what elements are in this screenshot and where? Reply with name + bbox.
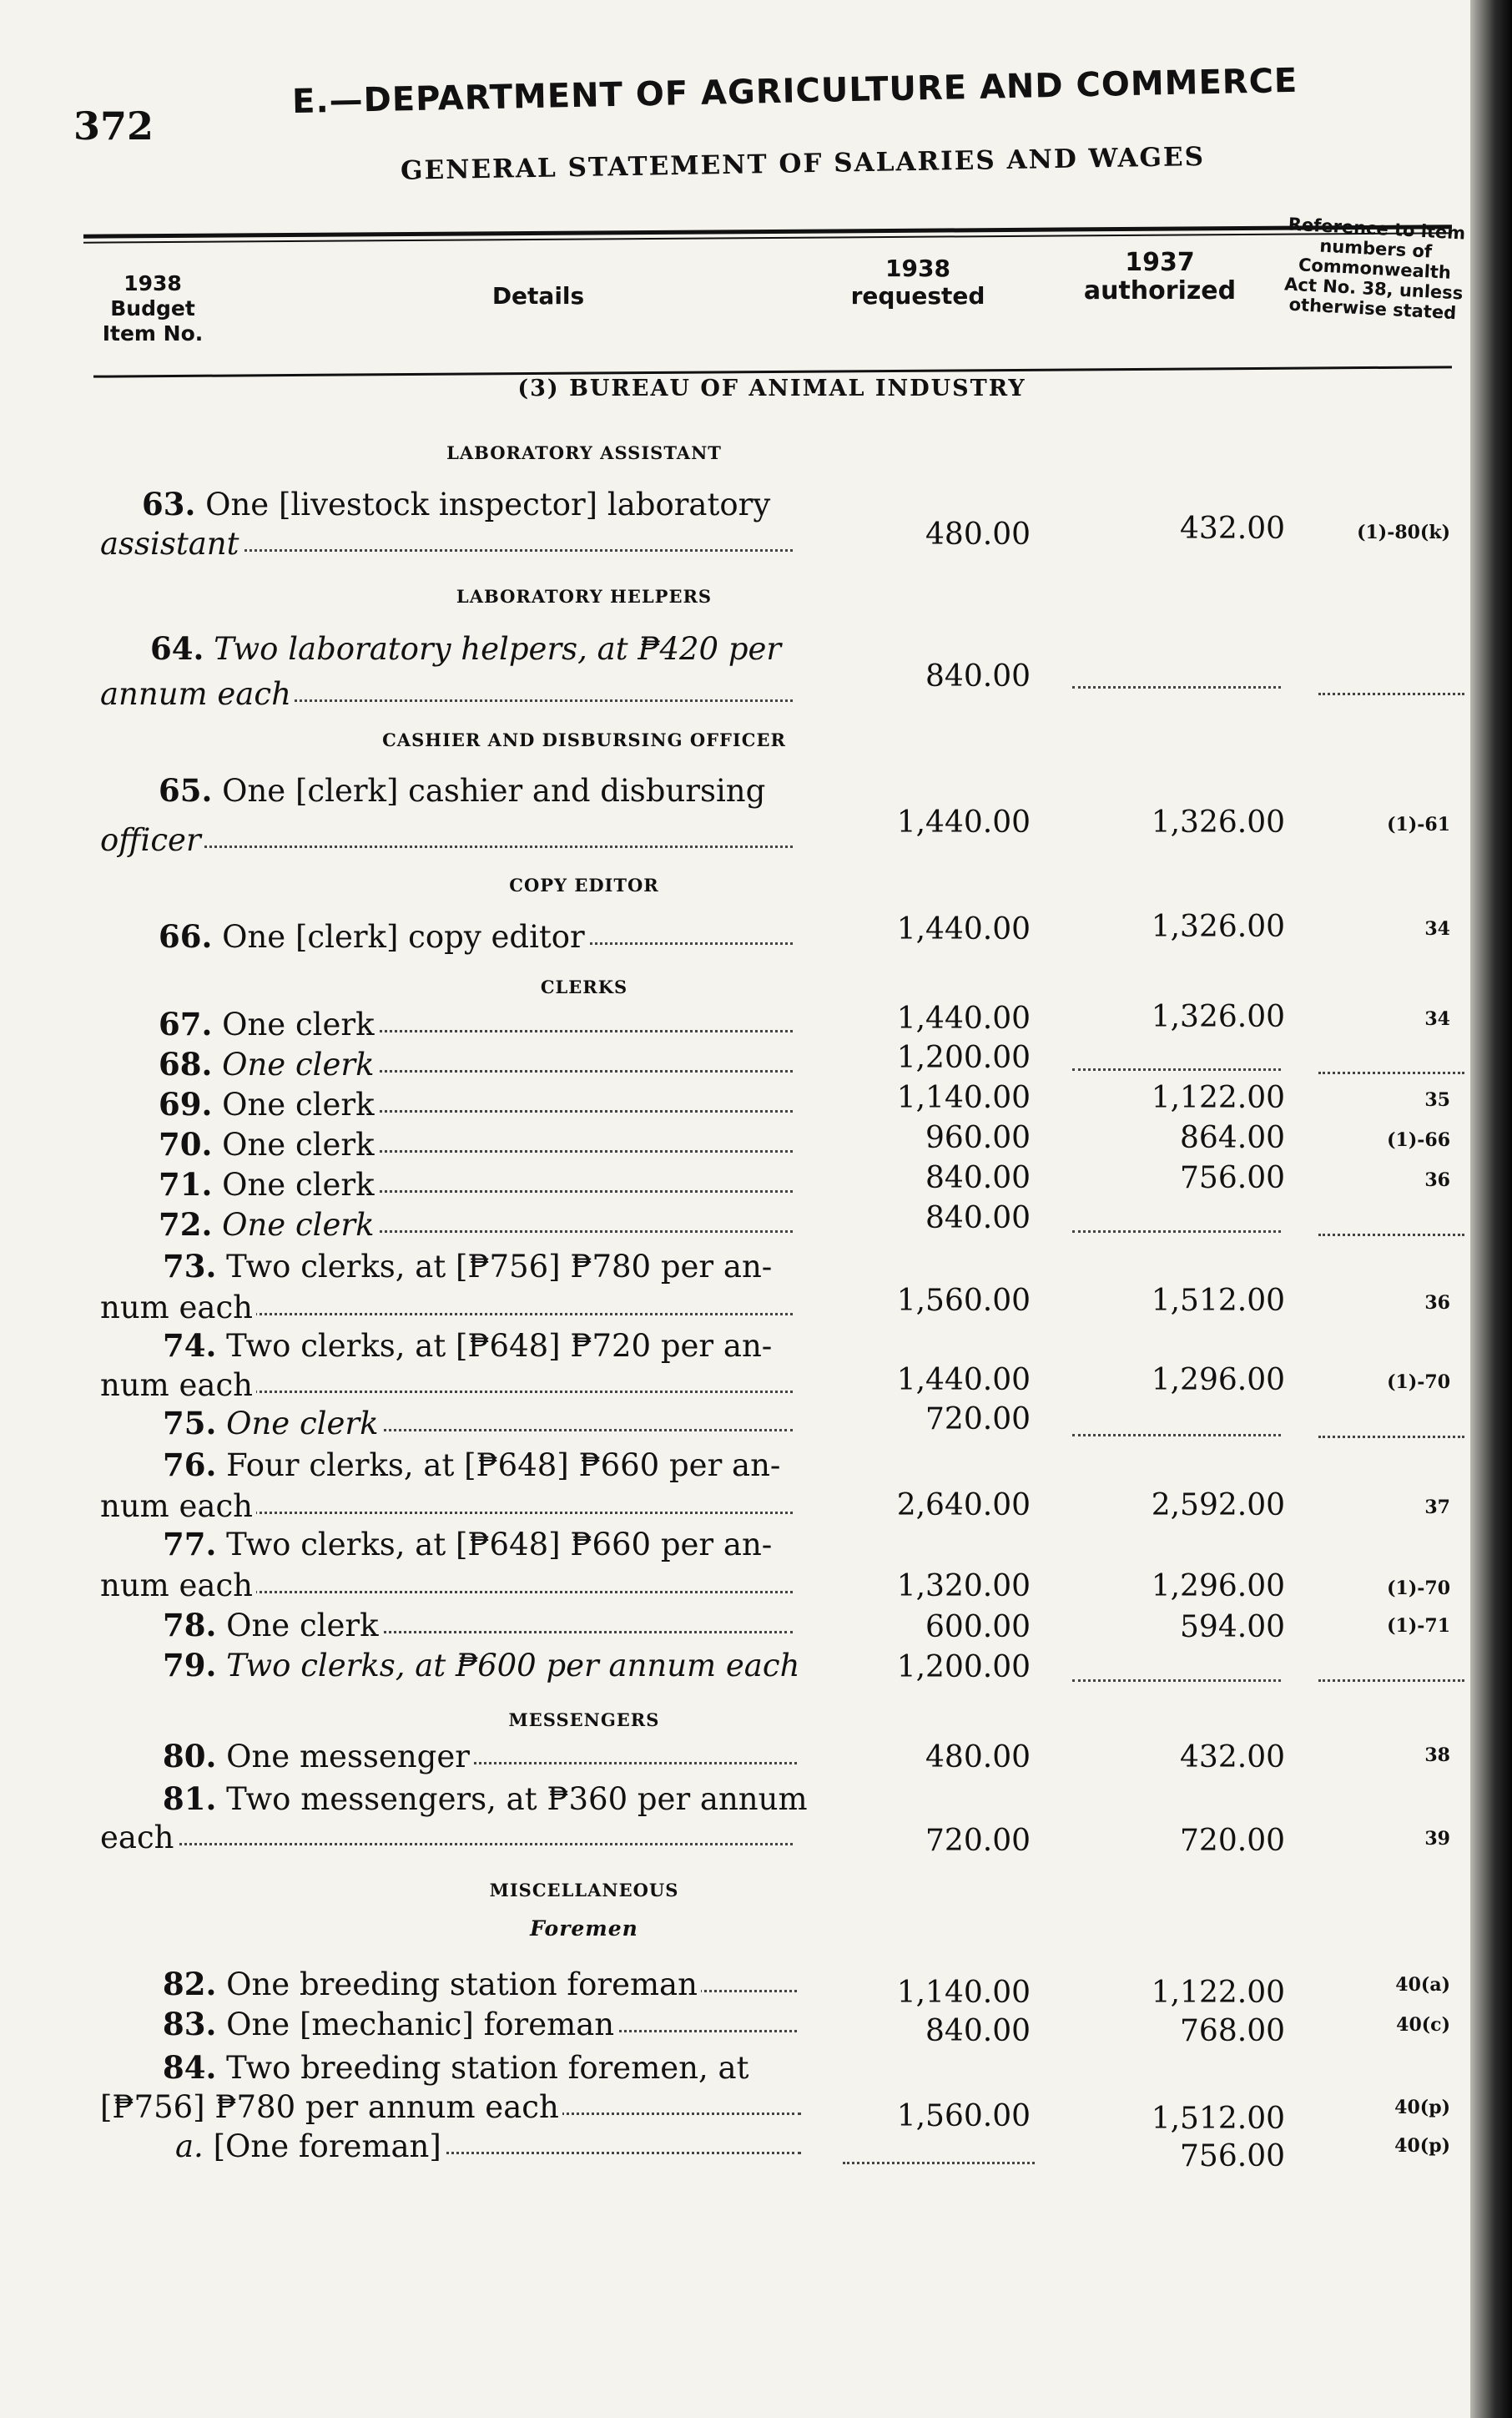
- item-72-requested: 840.00: [925, 1201, 1031, 1235]
- item-a-line: [175, 2128, 801, 2164]
- item-71-authorized: 756.00: [1180, 1161, 1285, 1195]
- section-cashier: CASHIER AND DISBURSING OFFICER: [382, 729, 786, 750]
- item-73-line1: [163, 1248, 864, 1285]
- item-a-letter: a.: [175, 2128, 204, 2164]
- item-80-authorized: 432.00: [1180, 1740, 1285, 1774]
- department-title: E.—DEPARTMENT OF AGRICULTURE AND COMMERCE: [291, 61, 1298, 122]
- item-74-desc-cont: num each: [100, 1367, 256, 1403]
- item-73-desc-cont: num each: [100, 1290, 256, 1325]
- item-79-desc: Two clerks, at ₱600 per annum each: [226, 1648, 800, 1684]
- item-74-authorized: 1,296.00: [1151, 1363, 1285, 1397]
- item-78-number: 78.: [163, 1607, 217, 1643]
- item-84-reference: 40(p): [1394, 2097, 1450, 2118]
- item-71-requested: 840.00: [925, 1161, 1031, 1195]
- item-65-authorized: 1,326.00: [1151, 805, 1285, 840]
- item-82-authorized: 1,122.00: [1151, 1976, 1285, 2010]
- item-67-authorized: 1,326.00: [1151, 1000, 1285, 1034]
- item-77-desc-cont: num each: [100, 1567, 256, 1603]
- item-80-reference: 38: [1424, 1744, 1450, 1766]
- item-67-line: [159, 1006, 793, 1042]
- item-64-line1: [150, 630, 851, 667]
- item-72-reference-blank: [1318, 1234, 1464, 1236]
- item-65-line1: [159, 772, 859, 809]
- item-73-authorized: 1,512.00: [1151, 1284, 1285, 1318]
- item-69-number: 69.: [159, 1086, 213, 1123]
- item-84-desc-cont: [₱756] ₱780 per annum each: [100, 2089, 562, 2125]
- item-72-desc: One clerk: [222, 1207, 375, 1243]
- item-a-desc: [One foreman]: [213, 2128, 441, 2164]
- item-77-line1: [163, 1526, 864, 1562]
- item-76-requested: 2,640.00: [896, 1488, 1031, 1522]
- item-76-authorized: 2,592.00: [1151, 1488, 1285, 1522]
- item-75-number: 75.: [163, 1405, 217, 1441]
- item-84-desc: Two breeding station foremen, at: [226, 2050, 749, 2086]
- item-80-line: [163, 1738, 797, 1774]
- item-81-desc: Two messengers, at ₱360 per annum: [226, 1781, 808, 1817]
- item-77-requested: 1,320.00: [896, 1569, 1031, 1603]
- item-71-number: 71.: [159, 1166, 213, 1203]
- item-78-authorized: 594.00: [1180, 1610, 1285, 1644]
- section-messengers: MESSENGERS: [508, 1709, 660, 1730]
- col-header-details: Details: [491, 282, 585, 310]
- item-83-line: [163, 2006, 797, 2042]
- item-79-number: 79.: [163, 1647, 217, 1684]
- item-65-reference: (1)-61: [1387, 814, 1450, 835]
- item-66-reference: 34: [1424, 918, 1450, 940]
- item-75-reference-blank: [1318, 1436, 1464, 1438]
- item-68-reference-blank: [1318, 1072, 1464, 1074]
- subsection-foremen: Foremen: [530, 1916, 638, 1941]
- item-63-desc: One [livestock inspector] laboratory: [205, 487, 771, 522]
- item-64-line2: [100, 676, 793, 712]
- item-a-requested-blank: [843, 2162, 1035, 2164]
- item-68-authorized-blank: [1072, 1068, 1281, 1071]
- item-79-reference-blank: [1318, 1679, 1464, 1682]
- item-80-requested: 480.00: [925, 1740, 1031, 1774]
- col-header-budget-item: 1938 Budget Item No.: [102, 271, 204, 346]
- item-63-line2: [100, 526, 793, 562]
- item-76-desc: Four clerks, at [₱648] ₱660 per an-: [226, 1447, 781, 1483]
- item-79-line: [163, 1647, 814, 1684]
- item-69-requested: 1,140.00: [896, 1081, 1031, 1115]
- section-copy-editor: COPY EDITOR: [509, 875, 659, 896]
- item-74-line1: [163, 1327, 864, 1364]
- item-a-reference: 40(p): [1394, 2135, 1450, 2157]
- item-82-requested: 1,140.00: [896, 1976, 1031, 2010]
- item-81-line2: [100, 1820, 793, 1855]
- item-76-reference: 37: [1424, 1497, 1450, 1518]
- item-67-number: 67.: [159, 1006, 213, 1042]
- item-84-number: 84.: [163, 2049, 217, 2086]
- item-77-line2: [100, 1567, 793, 1603]
- statement-title: GENERAL STATEMENT OF SALARIES AND WAGES: [400, 141, 1206, 186]
- item-68-number: 68.: [159, 1046, 213, 1083]
- item-73-desc: Two clerks, at [₱756] ₱780 per an-: [226, 1249, 773, 1285]
- item-77-reference: (1)-70: [1387, 1578, 1450, 1599]
- item-63-number: 63.: [142, 486, 196, 522]
- item-72-authorized-blank: [1072, 1230, 1281, 1233]
- item-72-number: 72.: [159, 1206, 213, 1243]
- item-64-reference-blank: [1318, 693, 1464, 695]
- item-70-requested: 960.00: [925, 1121, 1031, 1155]
- item-66-requested: 1,440.00: [896, 912, 1031, 947]
- item-a-authorized: 756.00: [1180, 2139, 1285, 2173]
- item-70-number: 70.: [159, 1126, 213, 1163]
- item-74-number: 74.: [163, 1327, 217, 1364]
- item-64-number: 64.: [150, 630, 204, 667]
- item-69-desc: One clerk: [222, 1087, 375, 1123]
- section-miscellaneous: MISCELLANEOUS: [489, 1880, 679, 1901]
- item-68-desc: One clerk: [222, 1047, 375, 1083]
- item-77-number: 77.: [163, 1526, 217, 1562]
- item-83-authorized: 768.00: [1180, 2014, 1285, 2048]
- item-64-requested: 840.00: [925, 659, 1031, 694]
- section-clerks: CLERKS: [540, 977, 628, 997]
- item-74-requested: 1,440.00: [896, 1363, 1031, 1397]
- item-67-reference: 34: [1424, 1008, 1450, 1030]
- item-65-line2: [100, 822, 793, 858]
- col-header-requested: 1938 requested: [850, 255, 985, 310]
- section-laboratory-assistant: LABORATORY ASSISTANT: [446, 442, 722, 463]
- item-74-line2: [100, 1367, 793, 1403]
- item-66-desc: One [clerk] copy editor: [222, 919, 585, 955]
- item-70-line: [159, 1126, 793, 1163]
- item-70-desc: One clerk: [222, 1127, 375, 1163]
- item-76-number: 76.: [163, 1446, 217, 1483]
- item-77-authorized: 1,296.00: [1151, 1569, 1285, 1603]
- item-78-desc: One clerk: [226, 1608, 379, 1643]
- item-83-number: 83.: [163, 2006, 217, 2042]
- col-header-reference: Reference to item numbers of Commonwealth Act No. 38, unless otherwise stated: [1283, 214, 1466, 324]
- item-81-line1: [163, 1780, 814, 1817]
- item-84-line1: [163, 2049, 814, 2086]
- item-66-number: 66.: [159, 918, 213, 955]
- item-76-line2: [100, 1488, 793, 1524]
- item-81-reference: 39: [1424, 1828, 1450, 1850]
- item-82-line: [163, 1966, 797, 2002]
- item-73-requested: 1,560.00: [896, 1284, 1031, 1318]
- item-65-number: 65.: [159, 772, 213, 809]
- item-71-line: [159, 1166, 793, 1203]
- item-75-requested: 720.00: [925, 1402, 1031, 1436]
- item-67-desc: One clerk: [222, 1007, 375, 1042]
- item-63-desc-cont: assistant: [100, 526, 239, 562]
- bureau-heading: (3) BUREAU OF ANIMAL INDUSTRY: [517, 376, 1026, 401]
- item-75-line: [163, 1405, 793, 1441]
- item-75-authorized-blank: [1072, 1434, 1281, 1436]
- item-71-reference: 36: [1424, 1169, 1450, 1191]
- item-78-requested: 600.00: [925, 1610, 1031, 1644]
- item-70-authorized: 864.00: [1180, 1121, 1285, 1155]
- item-82-desc: One breeding station foreman: [226, 1966, 698, 2002]
- item-76-desc-cont: num each: [100, 1488, 256, 1524]
- item-63-reference: (1)-80(k): [1357, 522, 1450, 543]
- item-64-desc-cont: annum each: [100, 676, 291, 712]
- item-71-desc: One clerk: [222, 1167, 375, 1203]
- item-75-desc: One clerk: [226, 1406, 379, 1441]
- item-64-authorized-blank: [1072, 686, 1281, 689]
- item-84-line2: [100, 2089, 801, 2125]
- item-68-line: [159, 1046, 793, 1083]
- item-63-authorized: 432.00: [1180, 512, 1285, 546]
- item-84-authorized: 1,512.00: [1151, 2102, 1285, 2136]
- item-65-desc-cont: officer: [100, 822, 201, 858]
- item-81-desc-cont: each: [100, 1820, 178, 1855]
- item-78-reference: (1)-71: [1387, 1615, 1450, 1637]
- item-73-line2: [100, 1290, 793, 1325]
- item-80-desc: One messenger: [226, 1739, 470, 1774]
- item-70-reference: (1)-66: [1387, 1129, 1450, 1151]
- item-76-line1: [163, 1446, 864, 1483]
- item-83-requested: 840.00: [925, 2014, 1031, 2048]
- item-84-requested: 1,560.00: [896, 2099, 1031, 2133]
- item-82-number: 82.: [163, 1966, 217, 2002]
- item-80-number: 80.: [163, 1738, 217, 1774]
- item-69-reference: 35: [1424, 1089, 1450, 1111]
- item-81-requested: 720.00: [925, 1824, 1031, 1858]
- item-66-line: [159, 918, 793, 955]
- item-81-authorized: 720.00: [1180, 1824, 1285, 1858]
- page-number: 372: [73, 103, 154, 149]
- item-68-requested: 1,200.00: [896, 1041, 1031, 1075]
- item-83-reference: 40(c): [1396, 2014, 1450, 2036]
- item-73-number: 73.: [163, 1248, 217, 1285]
- item-82-reference: 40(a): [1395, 1974, 1450, 1996]
- item-67-requested: 1,440.00: [896, 1002, 1031, 1036]
- item-65-requested: 1,440.00: [896, 805, 1031, 840]
- item-74-reference: (1)-70: [1387, 1371, 1450, 1393]
- section-laboratory-helpers: LABORATORY HELPERS: [456, 586, 713, 607]
- item-69-line: [159, 1086, 793, 1123]
- item-77-desc: Two clerks, at [₱648] ₱660 per an-: [226, 1527, 773, 1562]
- item-79-requested: 1,200.00: [896, 1650, 1031, 1684]
- item-78-line: [163, 1607, 793, 1643]
- item-72-line: [159, 1206, 793, 1243]
- book-spine-shadow: [1470, 0, 1512, 2418]
- item-74-desc: Two clerks, at [₱648] ₱720 per an-: [226, 1328, 773, 1364]
- item-81-number: 81.: [163, 1780, 217, 1817]
- item-66-authorized: 1,326.00: [1151, 910, 1285, 944]
- col-header-authorized: 1937 authorized: [1083, 248, 1237, 305]
- item-64-desc: Two laboratory helpers, at ₱420 per: [214, 631, 782, 667]
- item-73-reference: 36: [1424, 1292, 1450, 1314]
- item-69-authorized: 1,122.00: [1151, 1081, 1285, 1115]
- item-63-requested: 480.00: [925, 517, 1031, 552]
- item-83-desc: One [mechanic] foreman: [226, 2007, 615, 2042]
- item-79-authorized-blank: [1072, 1679, 1281, 1682]
- item-63-line1: [142, 486, 843, 522]
- item-65-desc: One [clerk] cashier and disbursing: [222, 773, 766, 809]
